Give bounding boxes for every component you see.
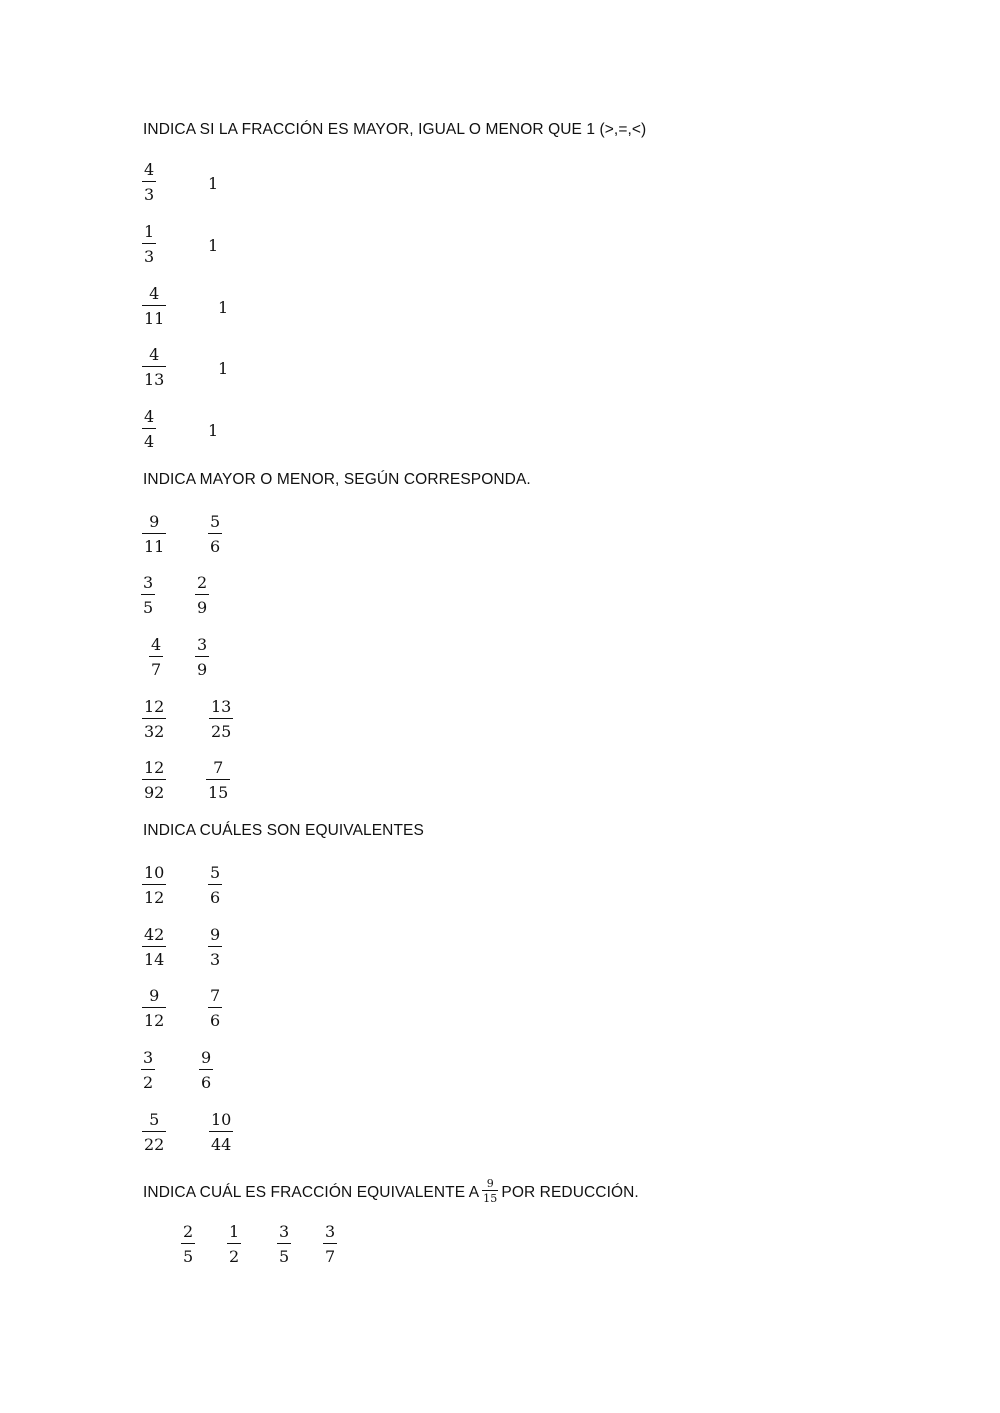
denominator: 15	[483, 1192, 498, 1205]
denominator: 5	[279, 1247, 290, 1266]
s1-fraction-4	[142, 347, 166, 388]
denominator: 44	[211, 1135, 232, 1154]
denominator: 6	[210, 537, 221, 556]
s3-fraction-a-3	[142, 988, 166, 1029]
numerator: 4	[149, 284, 160, 303]
numerator: 2	[183, 1222, 194, 1241]
numerator: 4	[149, 345, 160, 364]
denominator: 11	[144, 537, 165, 556]
numerator: 10	[211, 1110, 232, 1129]
s1-compare-5: 1	[208, 421, 219, 440]
section3-title: INDICA CUÁLES SON EQUIVALENTES	[143, 822, 424, 839]
s2-fraction-b-1	[208, 514, 222, 555]
s3-fraction-a-4	[141, 1050, 155, 1091]
s2-fraction-b-2	[195, 575, 209, 616]
s4-option-3	[277, 1224, 291, 1265]
target-fraction	[482, 1178, 498, 1204]
denominator: 12	[144, 1011, 165, 1030]
numerator: 3	[143, 1048, 154, 1067]
denominator: 2	[143, 1073, 154, 1092]
denominator: 22	[144, 1135, 165, 1154]
s4-option-4	[323, 1224, 337, 1265]
s2-fraction-b-5	[206, 760, 230, 801]
numerator: 1	[229, 1222, 240, 1241]
numerator: 7	[210, 986, 221, 1005]
s3-fraction-b-5	[209, 1112, 233, 1153]
numerator: 3	[143, 573, 154, 592]
s3-fraction-b-3	[208, 988, 222, 1029]
s3-fraction-b-1	[208, 865, 222, 906]
s3-fraction-a-5	[142, 1112, 166, 1153]
s1-compare-1: 1	[208, 174, 219, 193]
denominator: 6	[201, 1073, 212, 1092]
numerator: 9	[149, 512, 160, 531]
denominator: 6	[210, 1011, 221, 1030]
numerator: 7	[213, 758, 224, 777]
denominator: 9	[197, 660, 208, 679]
numerator: 5	[210, 863, 221, 882]
denominator: 13	[144, 370, 165, 389]
s1-fraction-1	[142, 162, 156, 203]
numerator: 9	[210, 925, 221, 944]
denominator: 9	[197, 598, 208, 617]
s3-fraction-a-1	[142, 865, 166, 906]
s3-fraction-b-4	[199, 1050, 213, 1091]
denominator: 3	[210, 950, 221, 969]
section2-title: INDICA MAYOR O MENOR, SEGÚN CORRESPONDA.	[143, 471, 531, 488]
numerator: 4	[151, 635, 162, 654]
numerator: 13	[211, 697, 232, 716]
numerator: 3	[279, 1222, 290, 1241]
denominator: 7	[325, 1247, 336, 1266]
s3-fraction-a-2	[142, 927, 166, 968]
s1-compare-4: 1	[218, 359, 229, 378]
s1-fraction-2	[142, 224, 156, 265]
denominator: 92	[144, 783, 165, 802]
s2-fraction-a-1	[142, 514, 166, 555]
numerator: 10	[144, 863, 165, 882]
s4-option-1	[181, 1224, 195, 1265]
s3-fraction-b-2	[208, 927, 222, 968]
denominator: 14	[144, 950, 165, 969]
numerator: 9	[149, 986, 160, 1005]
s2-fraction-b-4	[209, 699, 233, 740]
denominator: 32	[144, 722, 165, 741]
numerator: 2	[197, 573, 208, 592]
denominator: 12	[144, 888, 165, 907]
s2-fraction-a-3	[149, 637, 163, 678]
s2-fraction-a-2	[141, 575, 155, 616]
denominator: 15	[208, 783, 229, 802]
s1-fraction-3	[142, 286, 166, 327]
s1-compare-2: 1	[208, 236, 219, 255]
s2-fraction-b-3	[195, 637, 209, 678]
section1-title: INDICA SI LA FRACCIÓN ES MAYOR, IGUAL O MENOR QUE 1 (>,=,<)	[143, 121, 647, 138]
denominator: 5	[183, 1247, 194, 1266]
numerator: 1	[144, 222, 155, 241]
numerator: 3	[325, 1222, 336, 1241]
denominator: 3	[144, 247, 155, 266]
numerator: 5	[149, 1110, 160, 1129]
numerator: 9	[486, 1177, 494, 1190]
denominator: 6	[210, 888, 221, 907]
denominator: 2	[229, 1247, 240, 1266]
denominator: 11	[144, 309, 165, 328]
s1-fraction-5	[142, 409, 156, 450]
denominator: 3	[144, 185, 155, 204]
numerator: 42	[144, 925, 165, 944]
section4-title-after: POR REDUCCIÓN.	[501, 1184, 639, 1202]
numerator: 3	[197, 635, 208, 654]
section4-title	[143, 1177, 639, 1206]
s2-fraction-a-4	[142, 699, 166, 740]
s1-compare-3: 1	[218, 298, 229, 317]
numerator: 4	[144, 160, 155, 179]
numerator: 4	[144, 407, 155, 426]
denominator: 4	[144, 432, 155, 451]
denominator: 7	[151, 660, 162, 679]
section4-title-before: INDICA CUÁL ES FRACCIÓN EQUIVALENTE A	[143, 1184, 480, 1202]
denominator: 25	[211, 722, 232, 741]
denominator: 5	[143, 598, 154, 617]
s4-option-2	[227, 1224, 241, 1265]
numerator: 12	[144, 697, 165, 716]
s2-fraction-a-5	[142, 760, 166, 801]
numerator: 5	[210, 512, 221, 531]
numerator: 9	[201, 1048, 212, 1067]
numerator: 12	[144, 758, 165, 777]
